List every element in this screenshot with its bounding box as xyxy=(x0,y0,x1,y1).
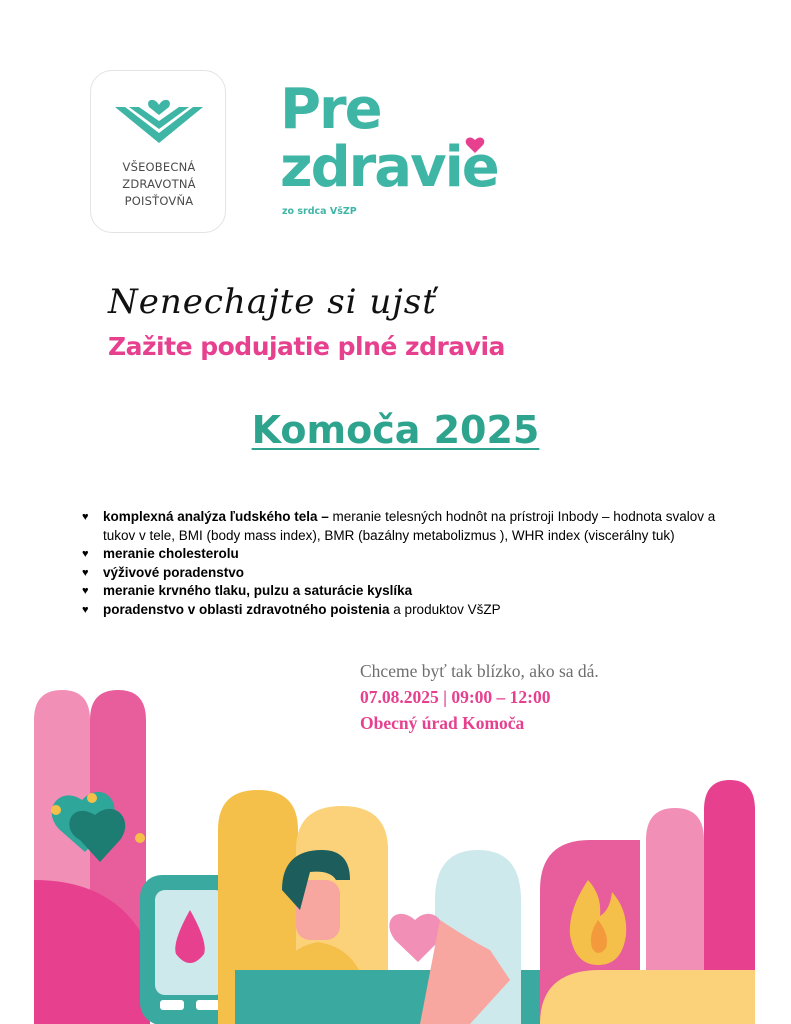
logo-text xyxy=(91,159,227,210)
heart-bullet-icon: ♥ xyxy=(82,548,89,560)
brand-line-1: Pre xyxy=(280,77,381,142)
service-rest: a produktov VšZP xyxy=(389,601,501,617)
event-title-wrap xyxy=(0,408,791,452)
service-strong: poradenstvo v oblasti zdravotného poistenia xyxy=(103,601,390,617)
list-item xyxy=(82,508,722,545)
heart-bullet-icon: ♥ xyxy=(82,566,89,579)
heart-bullet-icon: ♥ xyxy=(82,585,89,597)
service-strong: výživové poradenstvo xyxy=(103,564,245,580)
brand-line-2: zdravie xyxy=(280,135,498,200)
logo-line-2: ZDRAVOTNÁ xyxy=(122,177,196,191)
service-rest: meranie telesných hodnôt na prístroji Inbody – hodnota svalov a tukov v tele, BMI (body mass index), BMR (bazálny metabolizmus ), WHR index (viscerálny tuk) xyxy=(103,509,716,543)
service-strong: komplexná analýza ľudského tela – xyxy=(103,509,329,524)
list-item xyxy=(82,564,722,583)
tagline: Zažite podujatie plné zdravia xyxy=(108,332,505,361)
logo-line-1: VŠEOBECNÁ xyxy=(122,160,196,174)
event-title: Komoča 2025 xyxy=(251,408,540,452)
vszp-logo xyxy=(90,70,226,233)
event-datetime: 07.08.2025 | 09:00 – 12:00 xyxy=(360,687,551,707)
logo-line-3: POISŤOVŇA xyxy=(124,194,194,208)
script-heading: Nenechajte si ujsť xyxy=(108,282,437,322)
service-strong: meranie cholesterolu xyxy=(103,546,239,561)
event-info xyxy=(360,658,599,736)
heart-bullet-icon: ♥ xyxy=(82,603,89,616)
vszp-heart-chevron-icon xyxy=(115,93,203,153)
brand-line-3: zo srdca VšZP xyxy=(282,206,357,217)
services-list xyxy=(82,508,722,619)
event-place: Obecný úrad Komoča xyxy=(360,713,525,733)
list-item xyxy=(82,601,722,620)
slogan: Chceme byť tak blízko, ako sa dá. xyxy=(360,661,599,681)
list-item xyxy=(82,545,722,564)
service-strong: meranie krvného tlaku, pulzu a saturácie kyslíka xyxy=(103,583,413,598)
heart-bullet-icon: ♥ xyxy=(82,511,89,523)
list-item xyxy=(82,582,722,601)
